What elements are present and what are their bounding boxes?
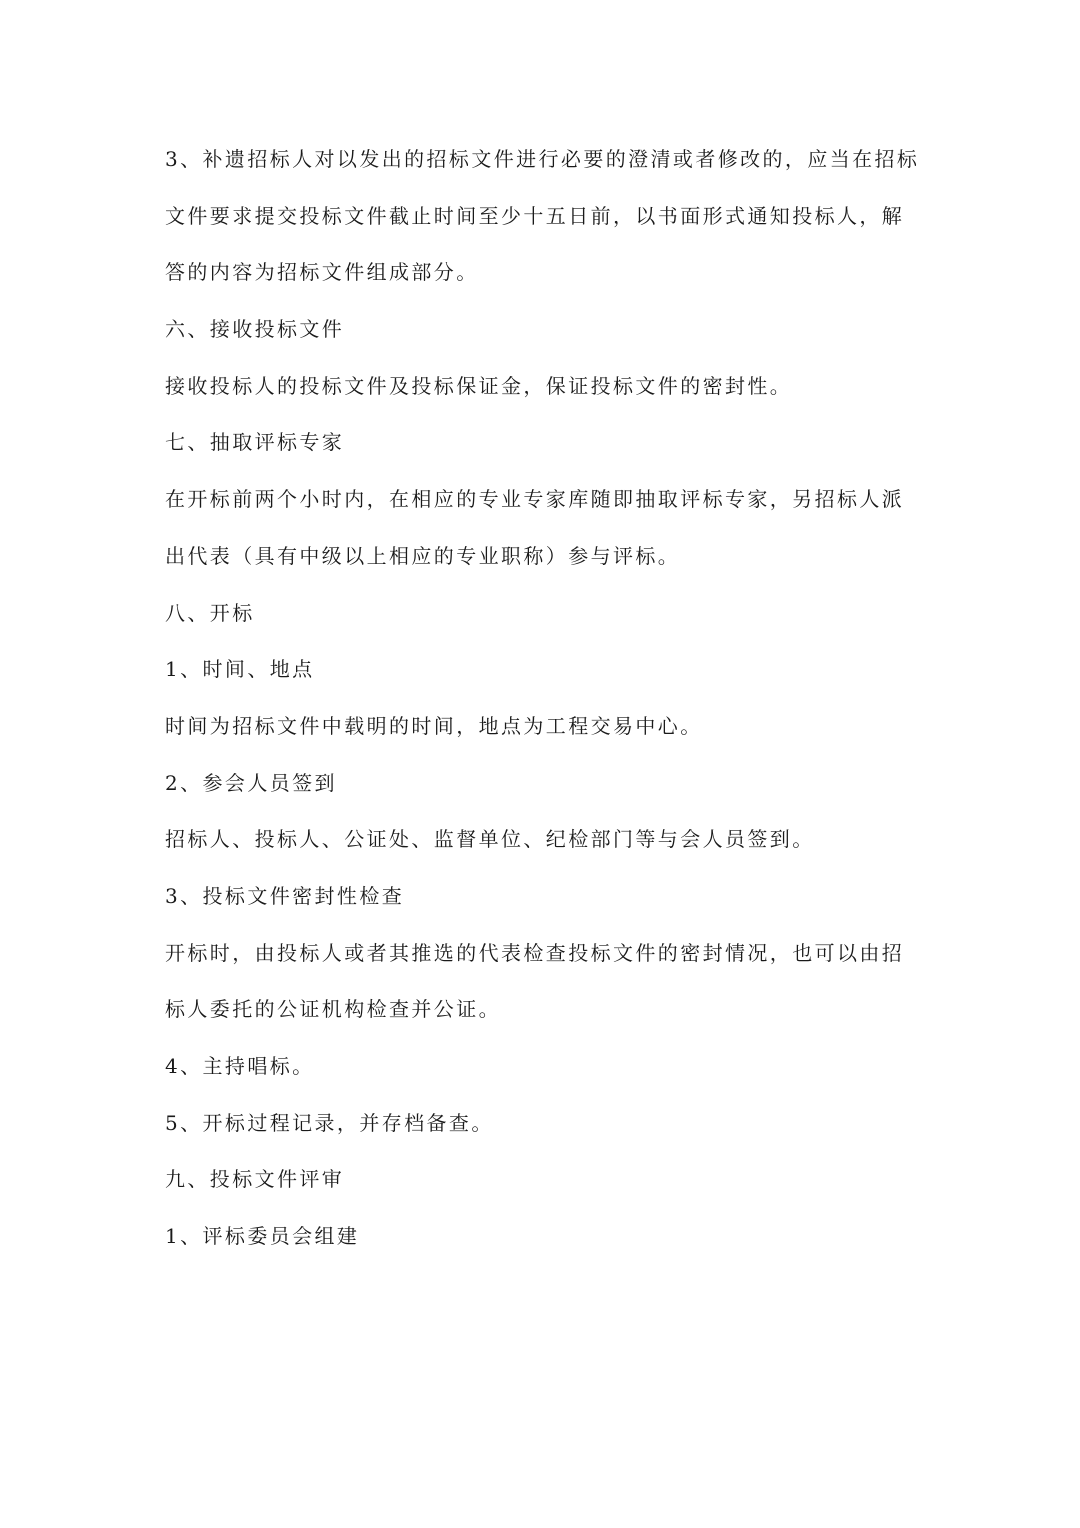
paragraph-seal-check-line-1: 开标时，由投标人或者其推选的代表检查投标文件的密封情况，也可以由招 — [165, 940, 905, 965]
subheading-host-reading: 4、主持唱标。 — [165, 1054, 315, 1078]
paragraph-receive-bids: 接收投标人的投标文件及投标保证金，保证投标文件的密封性。 — [165, 373, 793, 398]
subheading-sign-in: 2、参会人员签到 — [165, 770, 337, 795]
paragraph-supplement-line-1: 3、补遗招标人对以发出的招标文件进行必要的澄清或者修改的，应当在招标 — [165, 147, 920, 171]
paragraph-supplement-line-2: 文件要求提交投标文件截止时间至少十五日前，以书面形式通知投标人，解 — [165, 203, 905, 228]
paragraph-time-location: 时间为招标文件中载明的时间，地点为工程交易中心。 — [165, 713, 703, 738]
heading-bid-evaluation: 九、投标文件评审 — [165, 1167, 345, 1192]
paragraph-seal-check-line-2: 标人委托的公证机构检查并公证。 — [165, 997, 501, 1022]
heading-select-experts: 七、抽取评标专家 — [165, 430, 345, 455]
heading-bid-opening: 八、开标 — [165, 600, 255, 625]
subheading-committee-formation: 1、评标委员会组建 — [165, 1224, 360, 1249]
paragraph-sign-in: 招标人、投标人、公证处、监督单位、纪检部门等与会人员签到。 — [165, 827, 815, 852]
document-body — [165, 141, 925, 1275]
paragraph-select-experts-line-2: 出代表（具有中级以上相应的专业职称）参与评标。 — [165, 543, 681, 568]
subheading-time-location: 1、时间、地点 — [165, 657, 315, 682]
heading-receive-bids: 六、接收投标文件 — [165, 317, 345, 342]
paragraph-select-experts-line-1: 在开标前两个小时内，在相应的专业专家库随即抽取评标专家，另招标人派 — [165, 487, 905, 512]
subheading-opening-record: 5、开标过程记录，并存档备查。 — [165, 1110, 494, 1135]
subheading-seal-check: 3、投标文件密封性检查 — [165, 883, 405, 908]
paragraph-supplement-line-3: 答的内容为招标文件组成部分。 — [165, 260, 479, 285]
